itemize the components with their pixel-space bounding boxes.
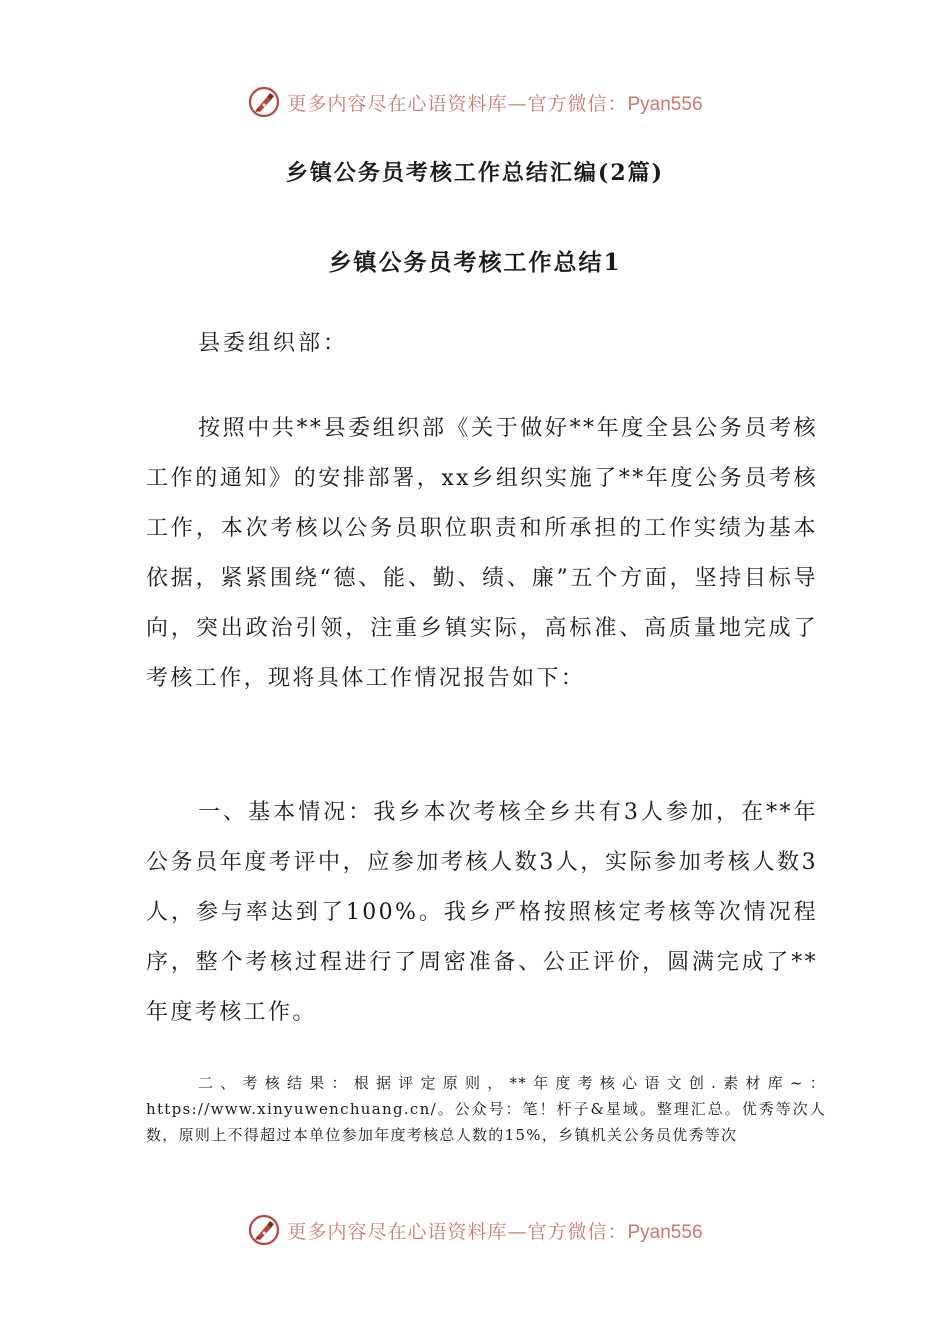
section-title: 乡镇公务员考核工作总结1 xyxy=(328,249,622,276)
watermark-text: 更多内容尽在心语资料库—官方微信：Pyan556 xyxy=(287,1220,703,1243)
document-title: 乡镇公务员考核工作总结汇编(2篇) xyxy=(285,160,665,186)
watermark-banner-bottom xyxy=(0,1210,950,1250)
body-paragraph-1: 按照中共**县委组织部《关于做好**年度全县公务员考核工作的通知》的安排部署，xx乡组织实施了**年度公务员考核工作，本次考核以公务员职位职责和所承担的工作实绩为基本依据，紧紧围绕“德、能、勤、绩、廉”五个方面，坚持目标导向，突出政治引领，注重乡镇实际，高标准、高质量地完成了考核工作，现将具体工作情况报告如下： xyxy=(146,416,818,691)
body-paragraph-2: 一、基本情况：我乡本次考核全乡共有3人参加，在**年公务员年度考评中，应参加考核人数3人，实际参加考核人数3人，参与率达到了100%。我乡严格按照核定考核等次情况程序，整个考核过程进行了周密准备、公正评价，圆满完成了**年度考核工作。 xyxy=(146,800,818,1025)
pen-nib-logo-icon xyxy=(247,85,281,119)
watermark-text: 更多内容尽在心语资料库—官方微信：Pyan556 xyxy=(287,92,703,115)
body-paragraph-small: 二、考核结果：根据评定原则，**年度考核心语文创.素材库~：https://www.xinyuwenchuang.cn/。公众号：笔！杆子&星域。整理汇总。优秀等次人数，原则上不得超过本单位参加年度考核总人数的15%，乡镇机关公务员优秀等次 xyxy=(146,1074,826,1144)
watermark-banner-top xyxy=(0,82,950,122)
wechat-id: Pyan556 xyxy=(627,1221,703,1243)
wechat-id: Pyan556 xyxy=(627,93,703,115)
pen-nib-logo-icon xyxy=(247,1213,281,1247)
salutation: 县委组织部： xyxy=(198,331,349,356)
